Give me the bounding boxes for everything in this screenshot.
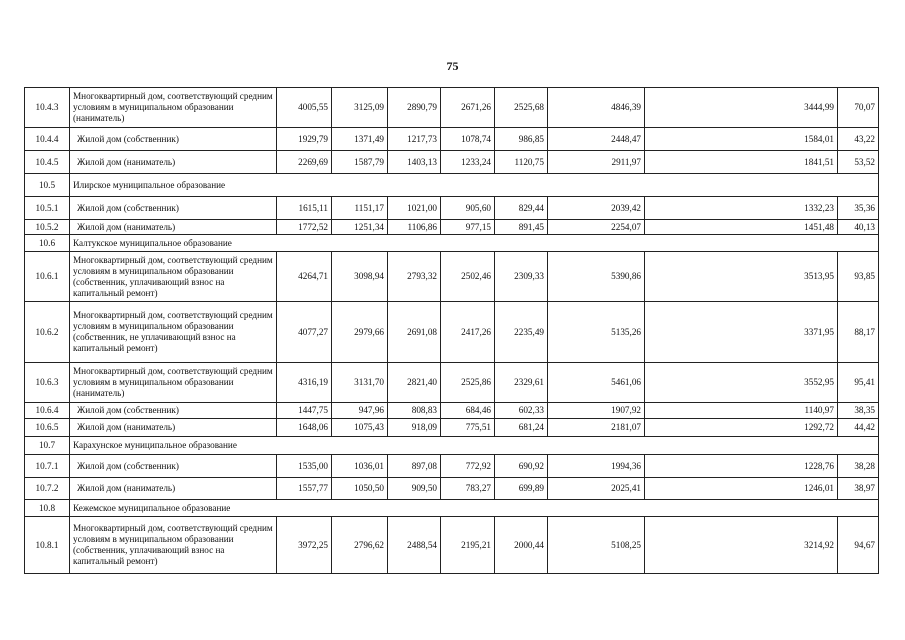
value-cell: 1120,75	[495, 151, 548, 174]
row-name: Жилой дом (собственник)	[70, 197, 277, 220]
table-row	[25, 478, 879, 500]
section-name: Калтукское муниципальное образование	[70, 235, 879, 252]
row-code: 10.6.3	[25, 363, 70, 403]
value-cell: 986,85	[495, 128, 548, 151]
value-cell: 1929,79	[277, 128, 332, 151]
value-cell: 4846,39	[548, 88, 645, 128]
value-cell: 772,92	[441, 455, 495, 478]
table-row	[25, 419, 879, 437]
value-cell: 1140,97	[645, 403, 838, 419]
value-cell: 690,92	[495, 455, 548, 478]
value-cell: 905,60	[441, 197, 495, 220]
value-cell: 2979,66	[332, 302, 388, 363]
value-cell: 897,08	[388, 455, 441, 478]
value-cell: 1078,74	[441, 128, 495, 151]
row-name: Жилой дом (наниматель)	[70, 220, 277, 235]
table-row	[25, 403, 879, 419]
value-cell: 3513,95	[645, 252, 838, 302]
row-name: Многоквартирный дом, соответствующий средним условиям в муниципальном образовании (собственник, уплачивающий взнос на капитальный ремонт)	[70, 517, 277, 574]
value-cell: 88,17	[838, 302, 879, 363]
value-cell: 2235,49	[495, 302, 548, 363]
value-cell: 2181,07	[548, 419, 645, 437]
row-name: Многоквартирный дом, соответствующий средним условиям в муниципальном образовании (собственник, не уплачивающий взнос на капитальный ремонт)	[70, 302, 277, 363]
section-name: Карахунское муниципальное образование	[70, 437, 879, 455]
row-code: 10.7.1	[25, 455, 70, 478]
row-code: 10.6.4	[25, 403, 70, 419]
section-name: Илирское муниципальное образование	[70, 174, 879, 197]
value-cell: 2793,32	[388, 252, 441, 302]
value-cell: 1292,72	[645, 419, 838, 437]
value-cell: 1907,92	[548, 403, 645, 419]
value-cell: 1648,06	[277, 419, 332, 437]
value-cell: 947,96	[332, 403, 388, 419]
value-cell: 1228,76	[645, 455, 838, 478]
value-cell: 53,52	[838, 151, 879, 174]
value-cell: 5461,06	[548, 363, 645, 403]
value-cell: 3552,95	[645, 363, 838, 403]
value-cell: 1447,75	[277, 403, 332, 419]
row-name: Многоквартирный дом, соответствующий средним условиям в муниципальном образовании (собственник, уплачивающий взнос на капитальный ремонт)	[70, 252, 277, 302]
value-cell: 1075,43	[332, 419, 388, 437]
table-row	[25, 302, 879, 363]
value-cell: 2448,47	[548, 128, 645, 151]
value-cell: 909,50	[388, 478, 441, 500]
value-cell: 2269,69	[277, 151, 332, 174]
row-code: 10.4.4	[25, 128, 70, 151]
row-code: 10.7.2	[25, 478, 70, 500]
table-body	[25, 88, 879, 574]
value-cell: 2195,21	[441, 517, 495, 574]
value-cell: 3131,70	[332, 363, 388, 403]
value-cell: 1772,52	[277, 220, 332, 235]
table-row	[25, 197, 879, 220]
value-cell: 1371,49	[332, 128, 388, 151]
value-cell: 684,46	[441, 403, 495, 419]
row-code: 10.4.3	[25, 88, 70, 128]
row-code: 10.6	[25, 235, 70, 252]
value-cell: 2525,86	[441, 363, 495, 403]
value-cell: 1151,17	[332, 197, 388, 220]
value-cell: 35,36	[838, 197, 879, 220]
value-cell: 4077,27	[277, 302, 332, 363]
value-cell: 4316,19	[277, 363, 332, 403]
table-row	[25, 220, 879, 235]
row-name: Жилой дом (наниматель)	[70, 151, 277, 174]
table-row	[25, 128, 879, 151]
table-row	[25, 252, 879, 302]
row-name: Жилой дом (собственник)	[70, 455, 277, 478]
value-cell: 2525,68	[495, 88, 548, 128]
value-cell: 3098,94	[332, 252, 388, 302]
row-code: 10.8	[25, 500, 70, 517]
value-cell: 2671,26	[441, 88, 495, 128]
row-name: Жилой дом (собственник)	[70, 403, 277, 419]
value-cell: 44,42	[838, 419, 879, 437]
value-cell: 1557,77	[277, 478, 332, 500]
value-cell: 70,07	[838, 88, 879, 128]
page-number: 75	[446, 59, 459, 73]
value-cell: 5135,26	[548, 302, 645, 363]
value-cell: 1587,79	[332, 151, 388, 174]
row-name: Многоквартирный дом, соответствующий средним условиям в муниципальном образовании (наниматель)	[70, 363, 277, 403]
section-row	[25, 500, 879, 517]
value-cell: 783,27	[441, 478, 495, 500]
tariff-table	[24, 87, 879, 574]
value-cell: 2691,08	[388, 302, 441, 363]
row-name: Жилой дом (наниматель)	[70, 419, 277, 437]
value-cell: 1451,48	[645, 220, 838, 235]
row-code: 10.8.1	[25, 517, 70, 574]
value-cell: 1036,01	[332, 455, 388, 478]
value-cell: 1994,36	[548, 455, 645, 478]
value-cell: 4264,71	[277, 252, 332, 302]
value-cell: 829,44	[495, 197, 548, 220]
value-cell: 891,45	[495, 220, 548, 235]
value-cell: 4005,55	[277, 88, 332, 128]
row-name: Жилой дом (собственник)	[70, 128, 277, 151]
value-cell: 699,89	[495, 478, 548, 500]
row-code: 10.5.2	[25, 220, 70, 235]
value-cell: 3972,25	[277, 517, 332, 574]
value-cell: 602,33	[495, 403, 548, 419]
value-cell: 1332,23	[645, 197, 838, 220]
value-cell: 1615,11	[277, 197, 332, 220]
value-cell: 3444,99	[645, 88, 838, 128]
table-row	[25, 88, 879, 128]
value-cell: 3214,92	[645, 517, 838, 574]
value-cell: 40,13	[838, 220, 879, 235]
value-cell: 1841,51	[645, 151, 838, 174]
value-cell: 1106,86	[388, 220, 441, 235]
value-cell: 2000,44	[495, 517, 548, 574]
value-cell: 3371,95	[645, 302, 838, 363]
value-cell: 1233,24	[441, 151, 495, 174]
row-code: 10.5.1	[25, 197, 70, 220]
row-code: 10.5	[25, 174, 70, 197]
table-row	[25, 455, 879, 478]
value-cell: 2502,46	[441, 252, 495, 302]
value-cell: 1584,01	[645, 128, 838, 151]
value-cell: 1246,01	[645, 478, 838, 500]
value-cell: 94,67	[838, 517, 879, 574]
section-name: Кежемское муниципальное образование	[70, 500, 879, 517]
row-code: 10.6.2	[25, 302, 70, 363]
value-cell: 2821,40	[388, 363, 441, 403]
row-code: 10.7	[25, 437, 70, 455]
value-cell: 977,15	[441, 220, 495, 235]
value-cell: 2796,62	[332, 517, 388, 574]
value-cell: 775,51	[441, 419, 495, 437]
value-cell: 1535,00	[277, 455, 332, 478]
value-cell: 43,22	[838, 128, 879, 151]
value-cell: 918,09	[388, 419, 441, 437]
row-name: Многоквартирный дом, соответствующий средним условиям в муниципальном образовании (наниматель)	[70, 88, 277, 128]
value-cell: 1021,00	[388, 197, 441, 220]
value-cell: 1217,73	[388, 128, 441, 151]
row-name: Жилой дом (наниматель)	[70, 478, 277, 500]
value-cell: 2488,54	[388, 517, 441, 574]
value-cell: 2309,33	[495, 252, 548, 302]
value-cell: 808,83	[388, 403, 441, 419]
value-cell: 38,35	[838, 403, 879, 419]
row-code: 10.4.5	[25, 151, 70, 174]
value-cell: 2911,97	[548, 151, 645, 174]
value-cell: 2329,61	[495, 363, 548, 403]
value-cell: 2039,42	[548, 197, 645, 220]
value-cell: 95,41	[838, 363, 879, 403]
section-row	[25, 174, 879, 197]
section-row	[25, 235, 879, 252]
value-cell: 38,97	[838, 478, 879, 500]
section-row	[25, 437, 879, 455]
value-cell: 2890,79	[388, 88, 441, 128]
value-cell: 38,28	[838, 455, 879, 478]
value-cell: 5108,25	[548, 517, 645, 574]
value-cell: 2417,26	[441, 302, 495, 363]
value-cell: 1403,13	[388, 151, 441, 174]
row-code: 10.6.5	[25, 419, 70, 437]
value-cell: 2025,41	[548, 478, 645, 500]
value-cell: 1050,50	[332, 478, 388, 500]
value-cell: 5390,86	[548, 252, 645, 302]
row-code: 10.6.1	[25, 252, 70, 302]
table-row	[25, 517, 879, 574]
value-cell: 3125,09	[332, 88, 388, 128]
value-cell: 93,85	[838, 252, 879, 302]
value-cell: 1251,34	[332, 220, 388, 235]
table-row	[25, 363, 879, 403]
table-row	[25, 151, 879, 174]
value-cell: 2254,07	[548, 220, 645, 235]
value-cell: 681,24	[495, 419, 548, 437]
